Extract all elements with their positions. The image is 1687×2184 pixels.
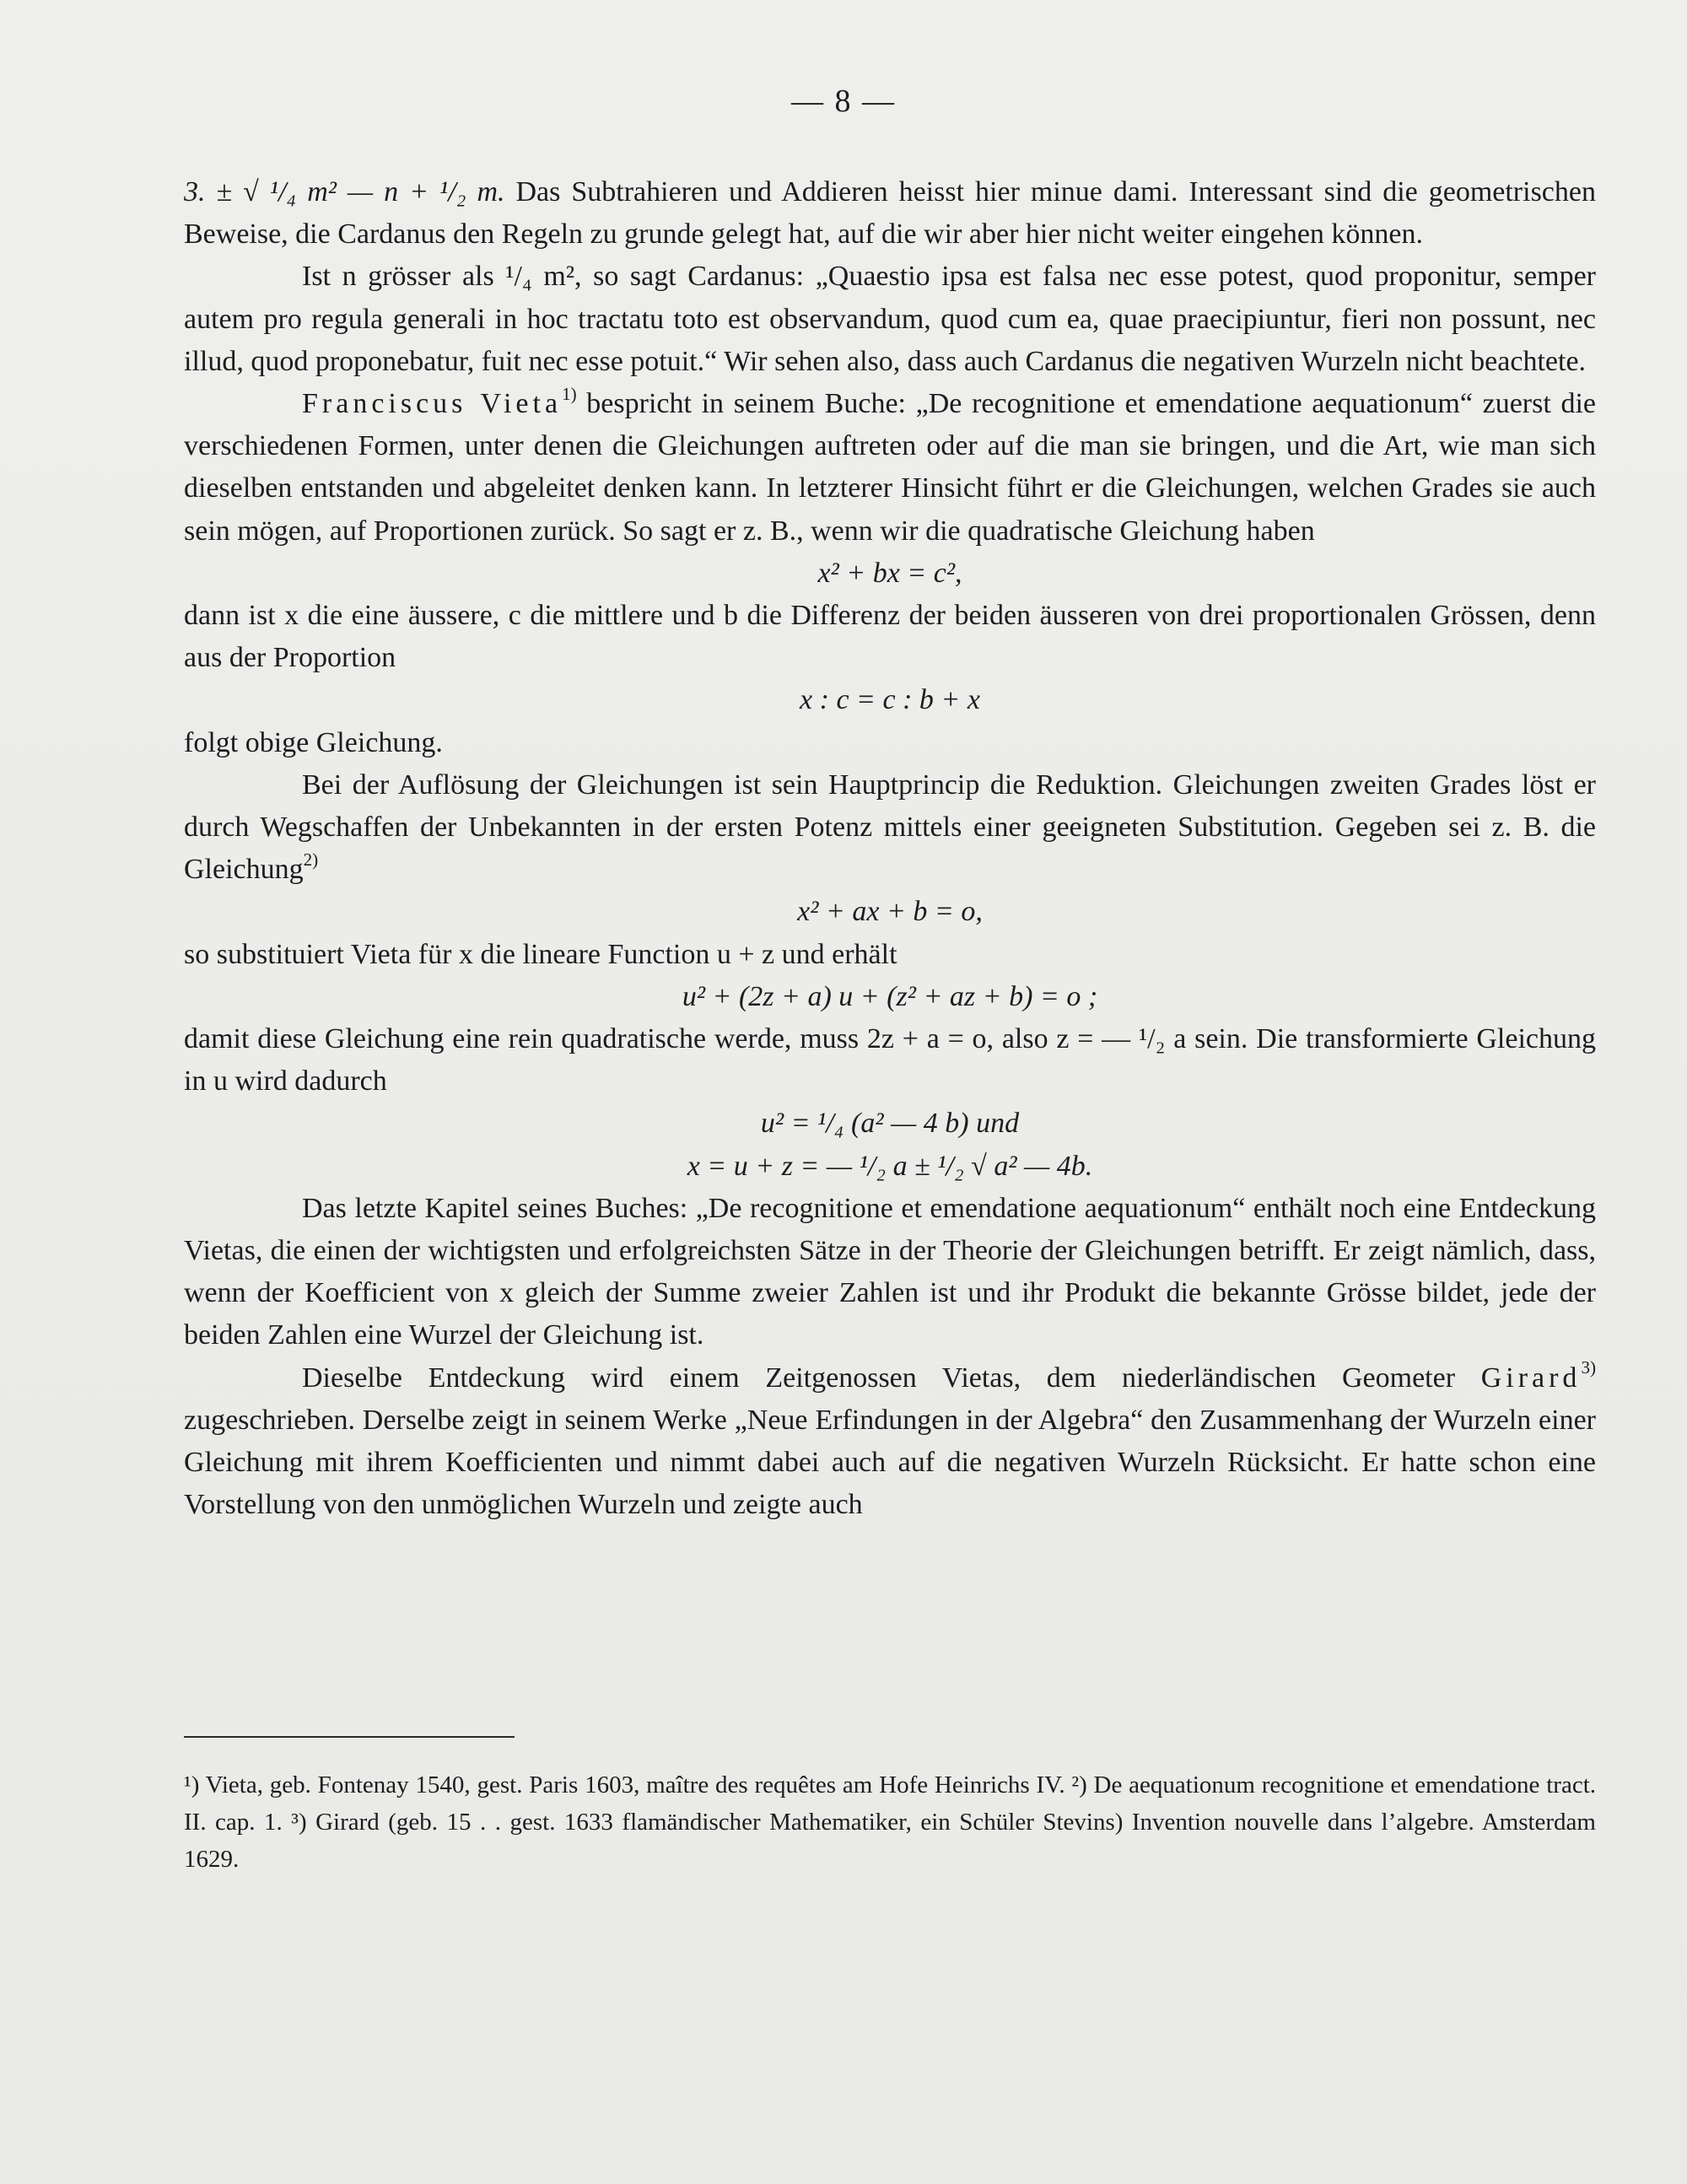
formula-3: 3. ± √ ¹/₄ m² — n + ¹/₂ m.	[184, 176, 505, 208]
paragraph-3	[184, 383, 1596, 553]
paragraph-6	[184, 764, 1596, 892]
footnote-text: ¹) Vieta, geb. Fontenay 1540, gest. Paris 1603, maître des requêtes am Hofe Heinrichs IV. ²) De aequationum recognitione et emendatione tract. II. cap. 1. ³) Girard (geb. 15 . . gest. 1633 flamändischer Mathematiker, ein Schüler Stevins) Invention nouvelle dans l’algebre. Amsterdam 1629.	[184, 1771, 1596, 1873]
equation-6: x = u + z = — ¹/₂ a ± ¹/₂ √ a² — 4b.	[687, 1150, 1093, 1182]
body-text	[184, 171, 1596, 1527]
page-number: — 8 —	[791, 84, 896, 119]
equation-1: x² + bx = c²,	[817, 557, 962, 589]
equation-3: x² + ax + b = o,	[797, 896, 983, 928]
paragraph-10	[184, 1357, 1596, 1527]
footnote-ref-2: 2)	[303, 849, 319, 870]
footnote-ref-1: 1)	[562, 383, 577, 404]
equation-5: u² = ¹/₄ (a² — 4 b) und	[760, 1108, 1020, 1140]
footnotes	[184, 1766, 1596, 1878]
equation-2: x : c = c : b + x	[800, 684, 980, 716]
equation-4: u² + (2z + a) u + (z² + az + b) = o ;	[682, 980, 1098, 1012]
paragraph-1-text: Das Subtrahieren und Addieren heisst hier minue dami. Interessant sind die geometrischen Beweise, die Cardanus den Regeln zu grunde gelegt hat, auf die wir aber hier nicht weiter eingehen können.	[184, 176, 1596, 251]
footnote-separator	[184, 1736, 515, 1738]
paragraph-9: Das letzte Kapitel seines Buches: „De recognitione et emendatione aequationum“ enthält noch eine Entdeckung Vietas, die einen der wichtigsten und erfolgreichsten Sätze in der Theorie der Gleichungen betrifft. Er zeigt nämlich, dass, wenn der Koefficient von x gleich der Summe zweier Zahlen ist und ihr Produkt die bekannte Grösse bildet, jede der beiden Zahlen eine Wurzel der Gleichung ist.	[184, 1192, 1596, 1351]
paragraph-1	[184, 171, 1596, 256]
paragraph-7: so substituiert Vieta für x die lineare Function u + z und erhält	[184, 938, 897, 970]
footnote-ref-3: 3)	[1581, 1357, 1596, 1378]
paragraph-10-text-after: zugeschrieben. Derselbe zeigt in seinem Werke „Neue Erfindungen in der Algebra“ den Zusammenhang der Wurzeln einer Gleichung mit ihrem Koefficienten und nimmt dabei auch auf die negativen Wurzeln Rücksicht. Er hatte schon eine Vorstellung von den unmöglichen Wurzeln und zeigte auch	[184, 1404, 1596, 1521]
paragraph-8: damit diese Gleichung eine rein quadratische werde, muss 2z + a = o, also z = — ¹/₂ a sein. Die transformierte Gleichung in u wird dadurch	[184, 1023, 1596, 1097]
paragraph-4: dann ist x die eine äussere, c die mittlere und b die Differenz der beiden äusseren von drei proportionalen Grössen, denn aus der Proportion	[184, 600, 1596, 674]
paragraph-6-text: Bei der Auflösung der Gleichungen ist sein Hauptprincip die Reduktion. Gleichungen zweiten Grades löst er durch Wegschaffen der Unbekannten in der ersten Potenz mittels einer geeigneten Substitution. Gegeben sei z. B. die Gleichung	[184, 768, 1596, 886]
paragraph-10-text-before: Dieselbe Entdeckung wird einem Zeitgenossen Vietas, dem niederländischen Geometer	[302, 1362, 1456, 1394]
paragraph-3-text: bespricht in seinem Buche: „De recognitione et emendatione aequationum“ zuerst die verschiedenen Formen, unter denen die Gleichungen auftreten oder auf die man sie bringen, und die Art, wie man sich dieselben entstanden und abgeleitet denken kann. In letzterer Hinsicht führt er die Gleichungen, welchen Grades sie auch sein mögen, auf Proportionen zurück. So sagt er z. B., wenn wir die quadratische Gleichung haben	[184, 388, 1597, 547]
author-name-vieta: Franciscus Vieta	[302, 388, 563, 420]
paragraph-2: Ist n grösser als ¹/₄ m², so sagt Cardanus: „Quaestio ipsa est falsa nec esse potest, quod proponitur, semper autem pro regula generali in hoc tractatu toto est observandum, quod cum ea, quae praecipiuntur, fieri non possunt, nec illud, quod proponebatur, fuit nec esse potuit.“ Wir sehen also, dass auch Cardanus die negativen Wurzeln nicht beachtete.	[184, 261, 1596, 377]
author-name-girard: Girard	[1480, 1362, 1582, 1394]
paragraph-5: folgt obige Gleichung.	[184, 726, 443, 758]
